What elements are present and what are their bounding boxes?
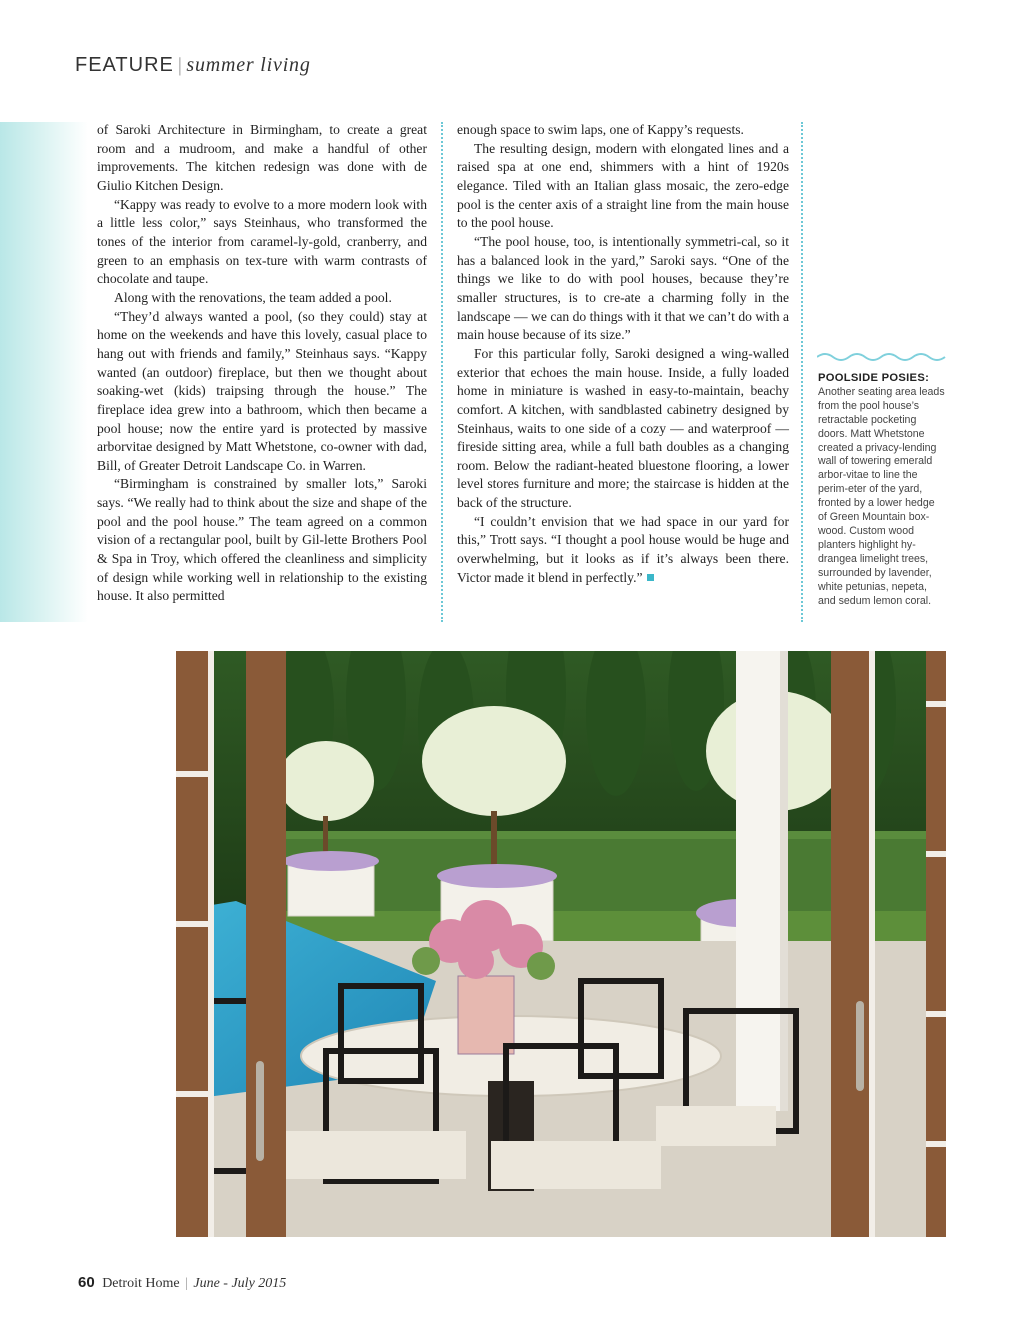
header-divider: |: [177, 54, 183, 76]
paragraph: Along with the renovations, the team added a pool.: [114, 289, 392, 305]
end-of-article-mark: [647, 574, 654, 581]
wave-ornament: [817, 350, 947, 364]
article-column-1: [97, 121, 427, 606]
page-number: 60: [78, 1274, 95, 1291]
paragraph: “Birmingham is constrained by smaller lots,” Saroki says. “We really had to think about the size and shape of the pool and the pool house.” The team agreed on a common vision of a rectangular pool, built by Gil-lette Brothers Pool & Spa in Troy, which offered the cleanliness and simplicity of design while working well in relationship to the existing house. It also permitted: [97, 476, 427, 604]
decorative-side-strip: [0, 122, 88, 622]
subsection-label: summer living: [186, 54, 311, 76]
section-label: FEATURE: [75, 54, 174, 76]
paragraph: “Kappy was ready to evolve to a more modern look with a little less color,” says Steinhaus, who transformed the tones of the interior from caramel-ly-gold, cranberry, and green to an emphasis on tex-ture with warm contrasts of chocolate and taupe.: [97, 196, 427, 287]
poolside-photo-illustration: [176, 651, 946, 1237]
paragraph: “The pool house, too, is intentionally symmetri-cal, so it has a balanced look in the yard,” Saroki says. “One of the things we like to do with pool houses, because they’re smaller structures, is to cre-ate a charming folly in the landscape — we can do things with it that we can’t do with a main house because of its size.”: [457, 233, 789, 343]
caption-text: Another seating area leads from the pool house’s retractable pocketing doors. Matt Whetstone created a privacy-lending wall of towering emerald arbor-vitae to line the perim-eter of the yard, fronted by a lower hedge of Green Mountain box-wood. Custom wood planters highlight hy-drangea limelight trees, surrounded by lavender, white petunias, nepeta, and sedum lemon coral.: [818, 385, 945, 607]
column-divider: [441, 122, 443, 622]
footer-divider: |: [181, 1276, 192, 1291]
paragraph: For this particular folly, Saroki designed a wing-walled exterior that echoes the main house. Inside, a fully loaded home in miniature is washed in easy-to-maintain, beachy comfort. A kitchen, with sandblasted cabinetry designed by Steinhaus, waits to one side of a cozy — and waterproof — fireside sitting area, while a full bath doubles as a changing room. Below the radiant-heated bluestone flooring, a lower level stores furniture and more; the staircase is hidden at the back of the structure.: [457, 345, 789, 511]
issue-date: June - July 2015: [193, 1276, 287, 1291]
page-footer: [78, 1274, 286, 1292]
paragraph: [457, 513, 789, 588]
paragraph: The resulting design, modern with elongated lines and a raised spa at one end, shimmers with a hint of 1920s elegance. Tiled with an Italian glass mosaic, the zero-edge pool is the center axis of a straight line from the main house to the pool house.: [457, 140, 789, 231]
magazine-name: Detroit Home: [102, 1276, 180, 1291]
paragraph: enough space to swim laps, one of Kappy’s requests.: [457, 122, 744, 137]
paragraph: of Saroki Architecture in Birmingham, to create a great room and a mudroom, and make a handful of other improvements. The kitchen redesign was done with de Giulio Kitchen Design.: [97, 122, 427, 193]
article-column-2: [457, 121, 789, 587]
section-header: [75, 54, 311, 77]
paragraph: “They’d always wanted a pool, (so they could) stay at home on the weekends and have this lovely, casual place to hang out with friends and family,” Steinhaus says. “Kappy wanted (an outdoor) fireplace, but then we thought about soaking-wet (kids) traipsing through the house.” The fireplace idea grew into a bathroom, which then became a pool house; now the entire yard is protected by massive arborvitae designed by Matt Whetstone, co-owner with dad, Bill, of Greater Detroit Landscape Co. in Warren.: [97, 308, 427, 473]
poolside-photo: [176, 651, 946, 1237]
photo-caption-sidebar: [818, 372, 946, 608]
column-divider: [801, 122, 803, 622]
caption-title: POOLSIDE POSIES:: [818, 372, 930, 384]
closing-paragraph-text: “I couldn’t envision that we had space in our yard for this,” Trott says. “I thought a pool house would be huge and overwhelming, but it looks as if it’s always been there. Victor made it blend in perfectly.”: [457, 513, 789, 585]
